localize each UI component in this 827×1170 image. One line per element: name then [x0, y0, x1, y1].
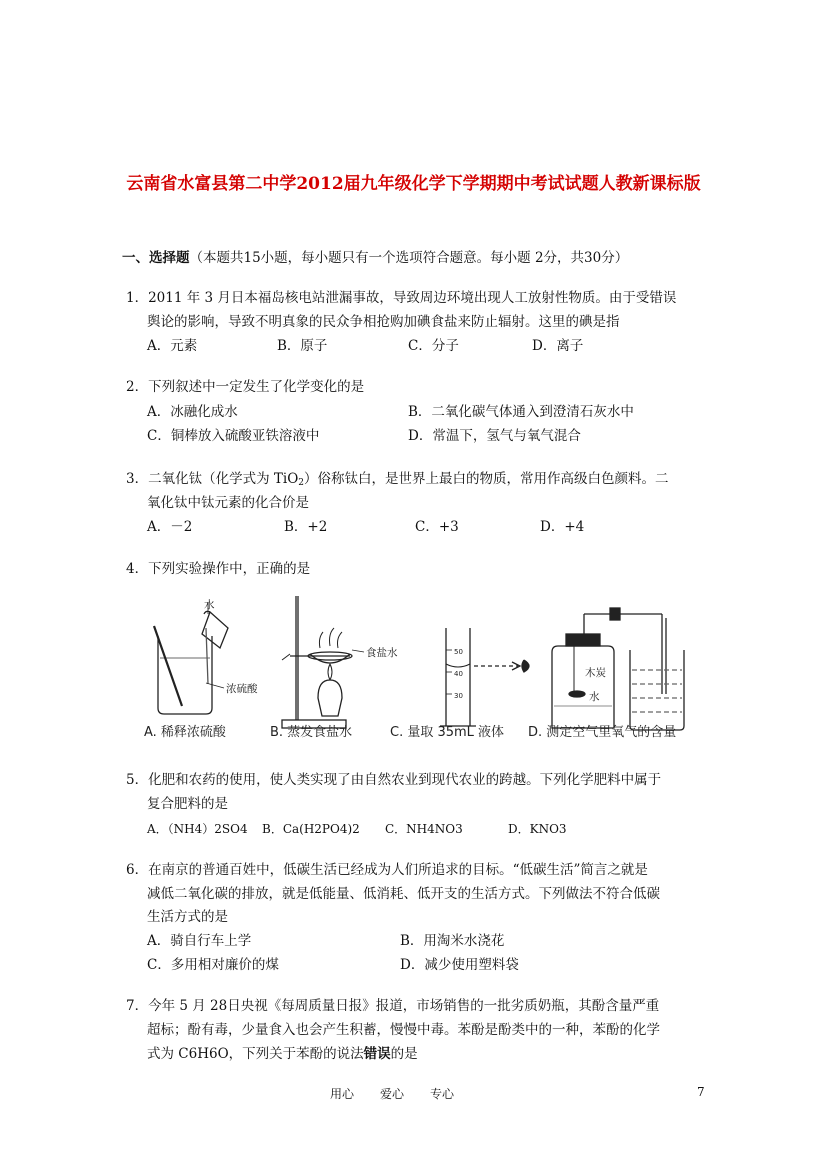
q3-option-b: B．+2	[284, 519, 328, 535]
q2-option-c: C．铜棒放入硫酸亚铁溶液中	[147, 428, 320, 444]
page-title: 云南省水富县第二中学2012届九年级化学下学期期中考试试题人教新课标版	[126, 174, 701, 194]
q6-option-c: C．多用相对廉价的煤	[147, 957, 279, 973]
label-concentrated-acid: 浓硫酸	[226, 683, 258, 695]
footer-motto	[330, 1085, 480, 1102]
q1-option-d: D．离子	[532, 338, 584, 354]
q3-option-d: D．+4	[540, 519, 585, 535]
section-label: 一、选择题	[122, 250, 190, 266]
q1-stem-line1: 1．2011 年 3 月日本福岛核电站泄漏事故，导致周边环境出现人工放射性物质。由于受错误	[126, 290, 677, 306]
evaporation-setup-icon	[282, 596, 364, 728]
q5-option-b: B．Ca(H2PO4)2	[262, 822, 360, 836]
q1-option-b: B．原子	[277, 338, 328, 354]
q7-stem-line1: 7．今年 5 月 28日央视《每周质量日报》报道，市场销售的一批劣质奶瓶，其酚含量严重	[126, 998, 660, 1014]
q7-stem-line2: 超标；酚有毒，少量食入也会产生积蓄，慢慢中毒。苯酚是酚类中的一种，苯酚的化学	[147, 1022, 660, 1038]
q2-option-d: D．常温下，氢气与氧气混合	[408, 428, 581, 444]
q5-stem-line1: 5．化肥和农药的使用，使人类实现了由自然农业到现代农业的跨越。下列化学肥料中属于	[126, 772, 662, 788]
q6-stem-line3: 生活方式的是	[147, 909, 228, 925]
q3-option-c: C．+3	[415, 519, 459, 535]
footer-motto-2: 爱心	[380, 1087, 405, 1101]
caption-a: A. 稀释浓硫酸	[144, 725, 226, 740]
oxygen-measurement-setup-icon	[552, 608, 684, 730]
caption-b: B. 蒸发食盐水	[270, 725, 353, 740]
q6-option-a: A．骑自行车上学	[147, 933, 252, 949]
q3-stem-sub: 2	[298, 478, 305, 488]
beaker-dilution-icon	[154, 602, 228, 714]
footer-motto-3: 专心	[430, 1087, 455, 1101]
q6-option-d: D．减少使用塑料袋	[400, 957, 519, 973]
q3-stem-post: ）俗称钛白，是世界上最白的物质，常用作高级白色颜料。二	[304, 471, 669, 487]
q3-stem-line1	[126, 469, 669, 493]
q7-stem-line3	[147, 1044, 418, 1064]
q3-option-a: A．－2	[147, 519, 193, 535]
q5-stem-line2: 复合肥料的是	[147, 796, 228, 812]
label-water: 水	[204, 599, 215, 611]
q5-option-c: C．NH4NO3	[385, 822, 463, 836]
section-note: （本题共15小题，每小题只有一个选项符合题意。每小题 2分，共30分）	[189, 250, 629, 266]
q7-stem-emphasis: 错误	[363, 1046, 391, 1062]
q5-option-d: D．KNO3	[508, 822, 567, 836]
q5-option-a: A．（NH4）2SO4	[147, 822, 248, 836]
caption-d: D. 测定空气里氧气的含量	[528, 725, 677, 740]
page-number: 7	[697, 1085, 705, 1099]
tick-40: 40	[454, 670, 463, 678]
q1-stem-line2: 舆论的影响，导致不明真象的民众争相抢购加碘食盐来防止辐射。这里的碘是指	[147, 314, 620, 330]
q6-stem-line1: 6．在南京的普通百姓中，低碳生活已经成为人们所追求的目标。“低碳生活”简言之就是	[126, 862, 648, 878]
q2-stem: 2．下列叙述中一定发生了化学变化的是	[126, 379, 365, 395]
q6-stem-line2: 减低二氧化碳的排放，就是低能量、低消耗、低开支的生活方式。下列做法不符合低碳	[147, 886, 660, 902]
q3-stem-line2: 氧化钛中钛元素的化合价是	[147, 495, 309, 511]
q6-option-b: B．用淘米水浇花	[400, 933, 505, 949]
lab-operations-diagram	[140, 588, 700, 748]
tick-30: 30	[454, 692, 463, 700]
q2-option-b: B．二氧化碳气体通入到澄清石灰水中	[408, 404, 634, 420]
q1-option-a: A．元素	[147, 338, 198, 354]
q2-option-a: A．冰融化成水	[147, 404, 238, 420]
q3-stem-pre: 3．二氧化钛（化学式为 TiO	[126, 471, 299, 487]
q7-stem-post: 的是	[390, 1046, 418, 1062]
q4-stem: 4．下列实验操作中，正确的是	[126, 561, 311, 577]
section-heading	[122, 246, 628, 266]
label-water-2: 水	[589, 691, 600, 703]
q1-option-c: C．分子	[408, 338, 459, 354]
label-salt-water: 食盐水	[366, 647, 398, 659]
label-charcoal: 木炭	[585, 667, 606, 679]
tick-50: 50	[454, 648, 463, 656]
caption-c: C. 量取 35mL 液体	[390, 725, 505, 740]
footer-motto-1: 用心	[330, 1087, 355, 1101]
q7-stem-pre: 式为 C6H6O，下列关于苯酚的说法	[147, 1046, 364, 1062]
